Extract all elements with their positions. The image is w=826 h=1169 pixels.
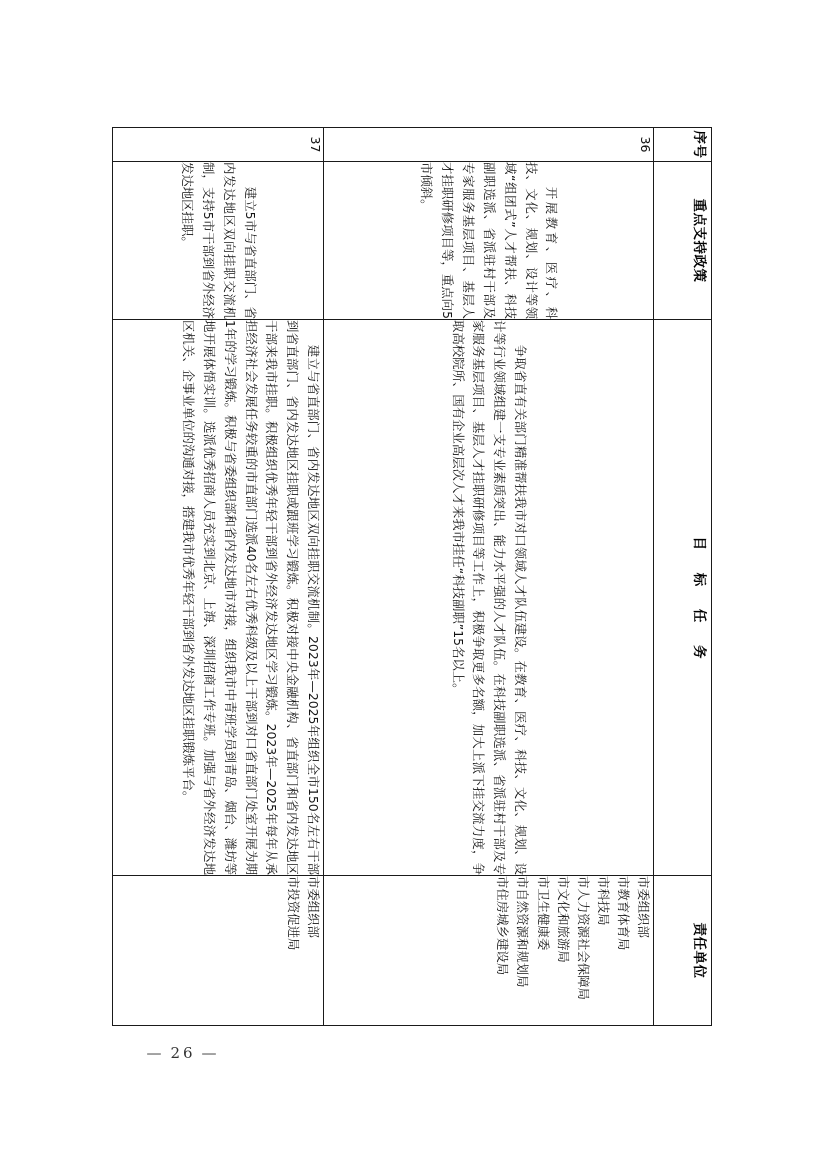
unit-item: 市自然资源和规划局: [515, 876, 531, 988]
cell-unit-36: [324, 876, 654, 1026]
unit-item: 市文化和旅游局: [555, 876, 571, 963]
unit-item: 市住房城乡建设局: [495, 876, 511, 976]
unit-list-36: [492, 876, 653, 1025]
table-header-row: [654, 128, 712, 1026]
page-footer: [0, 1044, 826, 1062]
header-seq: 序号: [654, 128, 712, 162]
cell-seq-36: 36: [324, 128, 654, 162]
footer-dash-left: —: [146, 1044, 165, 1062]
cell-task-37: [113, 320, 324, 876]
header-unit: 责任单位: [654, 876, 712, 1026]
cell-policy-36: [324, 162, 654, 320]
cell-seq-37: 37: [113, 128, 324, 162]
table-row: [113, 128, 324, 1026]
unit-item: 市教育体育局: [615, 876, 631, 951]
cell-unit-37: [113, 876, 324, 1026]
policy-text-36: 开展教育、医疗、科技、文化、规划、设计等领域“组团式”人才帮扶、科技副职选派、省派驻村干部及专家服务基层项目、基层人才挂职研修项目等，重点向5市倾斜。: [419, 162, 560, 319]
header-policy: 重点支持政策: [654, 162, 712, 320]
header-task: 目 标 任 务: [654, 320, 712, 876]
policy-text-37: 建立5市与省直部门、省内发达地区双向挂职交流机制，支持5市干部到省外经济发达地区挂职。: [180, 162, 258, 319]
cell-task-36: [324, 320, 654, 876]
unit-list-37: [283, 876, 323, 1025]
unit-item: 市投资促进局: [285, 876, 301, 951]
task-text-36: 争取省直有关部门精准帮扶我市对口领域人才队伍建设。在教育、医疗、科技、文化、规划、设计等行业领域组建一支专业素质突出、能力水平强的人才队伍。在科技副职选派、省派驻村干部及专家服务基层项目、基层人才挂职研修项目等工作上，积极争取更多名额，加大上派下挂交流力度，争取高校院所、国有企业高层次人才来我市挂任“科技副职”15名以上。: [450, 320, 529, 875]
table-row: [324, 128, 654, 1026]
page-number: 26: [170, 1044, 196, 1062]
unit-item: 市卫生健康委: [535, 876, 551, 951]
cell-policy-37: [113, 162, 324, 320]
unit-item: 市人力资源社会保障局: [575, 876, 591, 1000]
policy-task-table: [112, 127, 712, 1026]
task-text-37: 建立与省直部门、省内发达地区双向挂职交流机制。2023年—2025年组织全市150名左右干部到省直部门、省内发达地区挂职或跟班学习锻炼。积极对接中央金融机构、省直部门和省内发达地区干部来我市挂职。积极组织优秀年轻干部到省外经济发达地区学习锻炼。2023年—2025年每年从承担经济社会发展任务较重的市直部门选派40名左右优秀科级及以上干部到对口省直部门处室开展为期1年的学习锻炼。积极与省委组织部和省内发达地市对接，组织我市中青班学员到青岛、烟台、潍坊等地开展体悟实训。选派优秀招商人员充实到北京、上海、深圳招商工作专班。加强与省外经济发达地区机关、企事业单位的沟通对接，搭建我市优秀年轻干部到省外发达地区挂职锻炼平台。: [181, 320, 321, 875]
footer-dash-right: —: [201, 1044, 220, 1062]
rotated-table-wrapper: [113, 127, 712, 1025]
unit-item: 市科技局: [595, 876, 611, 926]
unit-item: 市委组织部: [636, 876, 651, 938]
unit-item: 市委组织部: [306, 876, 321, 938]
